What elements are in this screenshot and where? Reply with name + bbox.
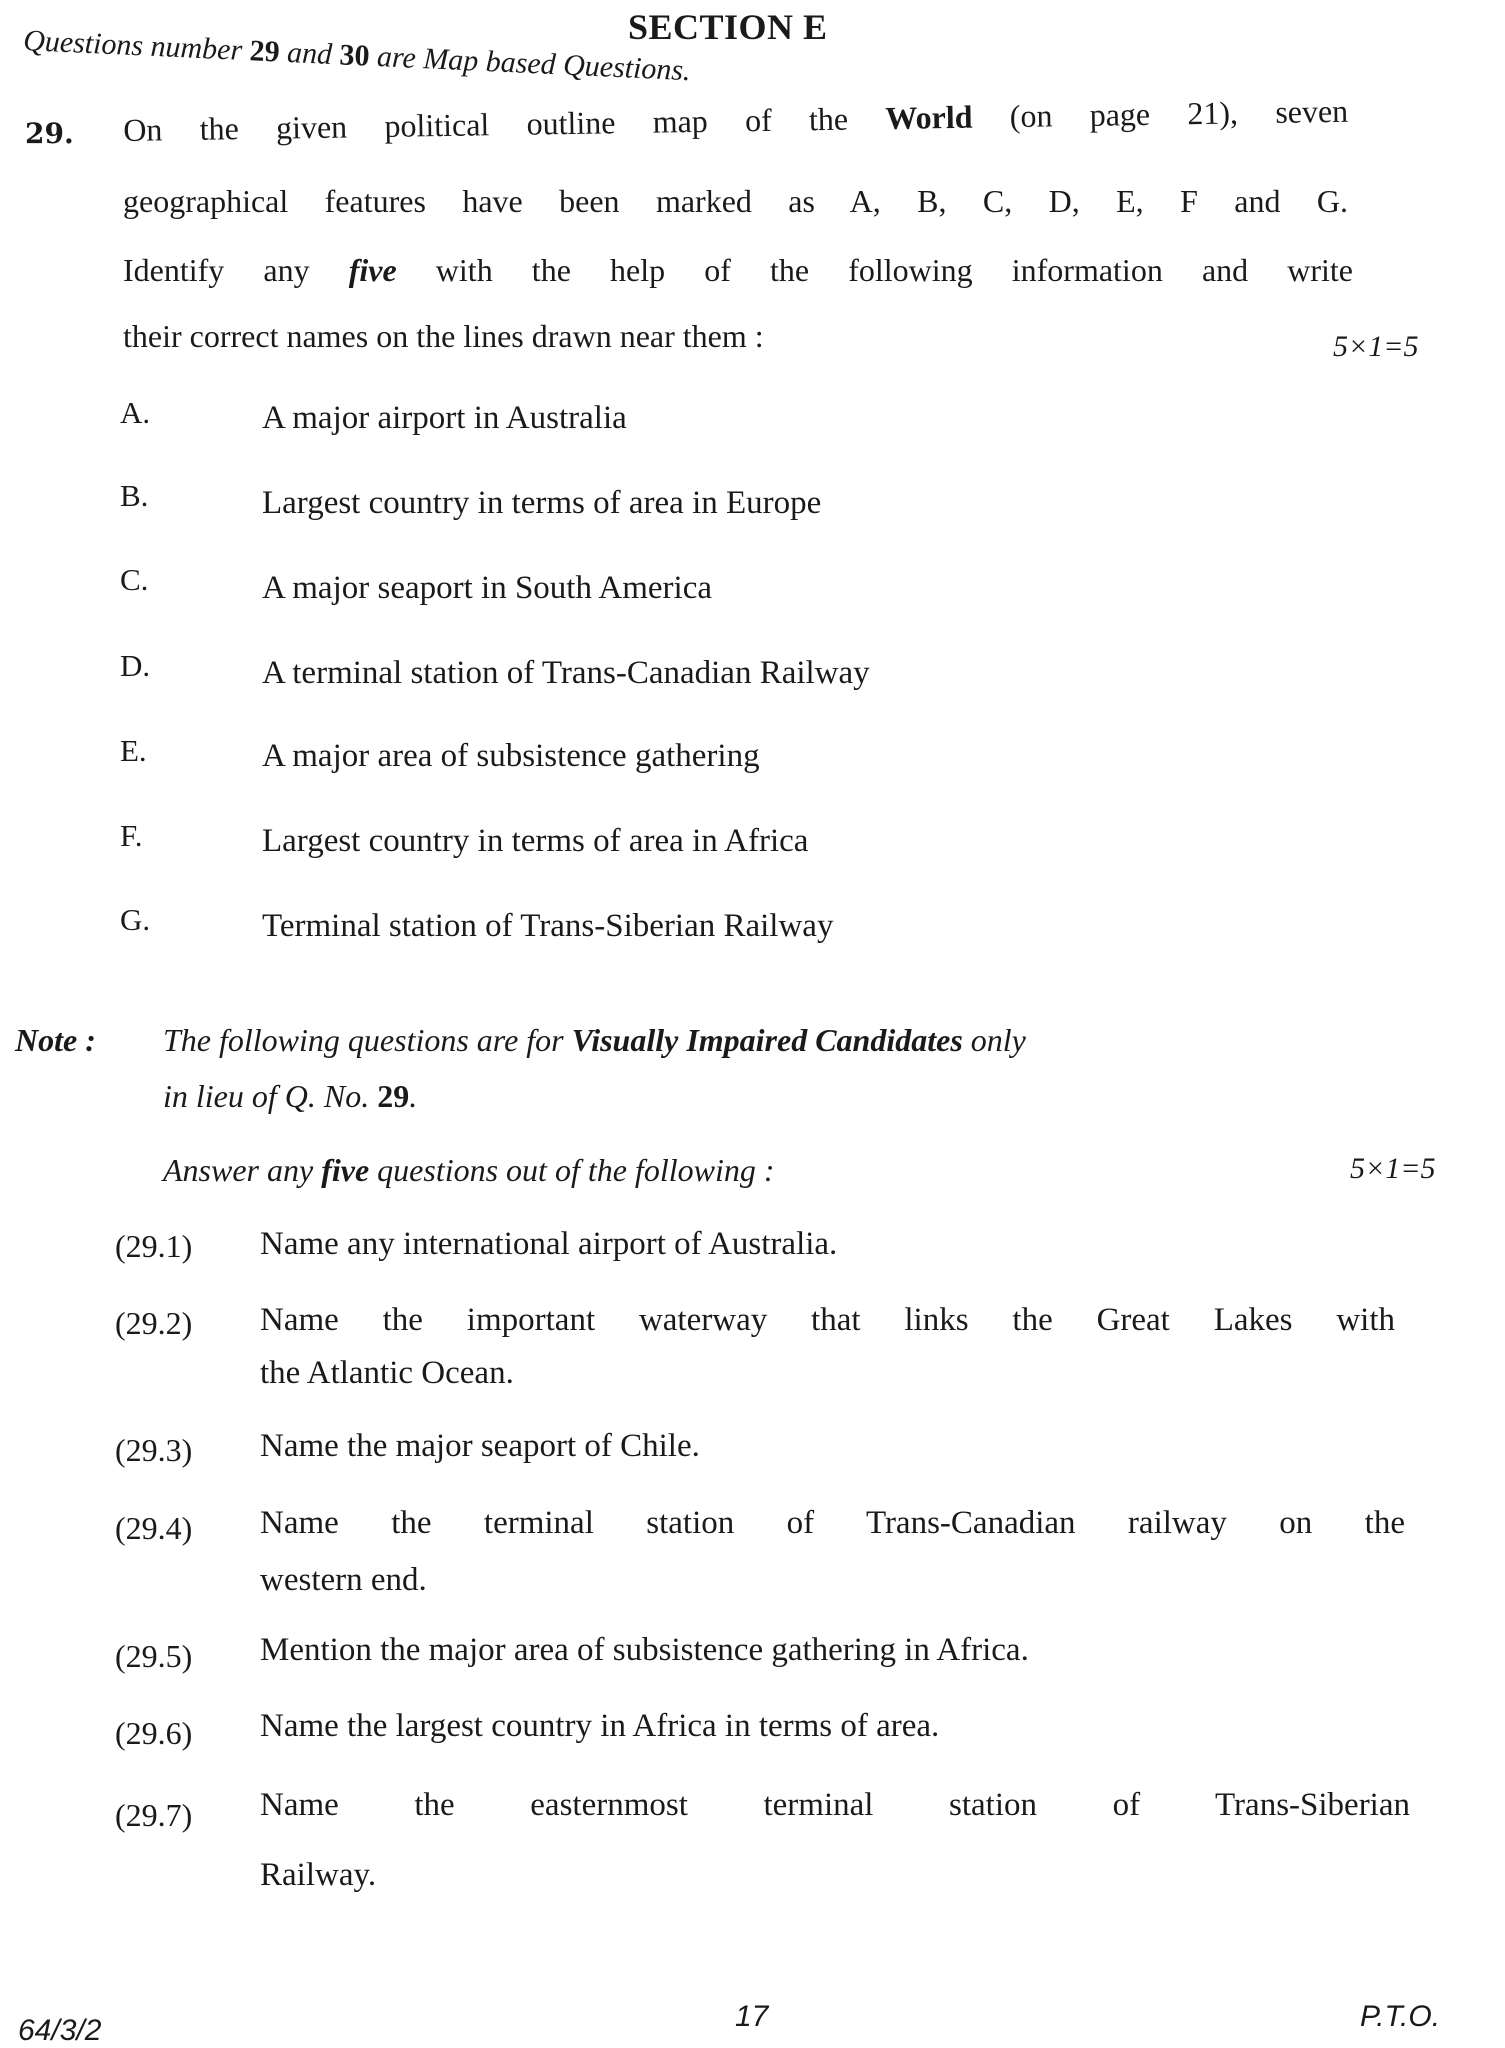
item-text: A terminal station of Trans-Canadian Railway — [262, 655, 870, 691]
section-intro — [22, 24, 691, 88]
item-text: A major area of subsistence gathering — [262, 738, 760, 774]
sub-question-text: Mention the major area of subsistence gathering in Africa. — [260, 1632, 1029, 1668]
sub-question-number: (29.2) — [115, 1305, 193, 1341]
item-text: Terminal station of Trans-Siberian Railway — [262, 908, 834, 944]
text: with the help of the following information and write — [396, 252, 1354, 288]
item-letter: D. — [120, 648, 151, 683]
sub-question-number: (29.7) — [115, 1797, 193, 1833]
intro-text: are Map based Questions. — [368, 39, 692, 88]
emphasis: 29 — [377, 1078, 410, 1114]
item-text: A major airport in Australia — [262, 400, 627, 436]
marks-label: 5×1=5 — [1350, 1152, 1436, 1185]
sub-question-text: Railway. — [260, 1857, 377, 1893]
question-text-line — [123, 93, 1348, 149]
item-letter: C. — [120, 562, 149, 597]
sub-question-text: Name the important waterway that links the Great Lakes with — [260, 1302, 1395, 1338]
pto-label: P.T.O. — [1360, 2000, 1441, 2033]
intro-question-number: 29 — [248, 34, 281, 69]
sub-question-number: (29.6) — [115, 1715, 193, 1751]
item-letter: E. — [120, 733, 147, 768]
text: (on page 21), seven — [972, 92, 1349, 135]
sub-question-text: Name any international airport of Australia. — [260, 1226, 838, 1262]
page-number: 17 — [735, 2000, 769, 2033]
text: On the given political outline map of the — [123, 100, 886, 148]
question-number: 29. — [25, 117, 74, 150]
item-letter: G. — [120, 902, 151, 937]
intro-text: Questions number — [22, 24, 251, 68]
note-text-line — [163, 1022, 1026, 1059]
sub-question-text: western end. — [260, 1562, 427, 1598]
question-text-line: geographical features have been marked as A, B, C, D, E, F and G. — [123, 183, 1348, 219]
text: in lieu of Q. No. — [163, 1078, 378, 1114]
section-title: SECTION E — [628, 7, 828, 47]
question-text-line — [123, 252, 1353, 289]
emphasis: five — [321, 1152, 370, 1188]
emphasis: World — [885, 98, 973, 137]
intro-text: and — [278, 35, 341, 72]
paper-code: 64/3/2 — [18, 2014, 102, 2047]
item-text: A major seaport in South America — [262, 570, 712, 606]
intro-question-number: 30 — [338, 38, 371, 73]
item-text: Largest country in terms of area in Europe — [262, 485, 822, 521]
text: only — [962, 1022, 1026, 1058]
sub-question-text: Name the terminal station of Trans-Canadian railway on the — [260, 1505, 1405, 1541]
note-label: Note : — [15, 1022, 96, 1058]
sub-question-text: Name the major seaport of Chile. — [260, 1428, 700, 1464]
item-letter: F. — [120, 818, 143, 853]
sub-question-number: (29.4) — [115, 1510, 193, 1546]
item-letter: A. — [120, 395, 151, 430]
text: . — [409, 1078, 418, 1114]
question-text-line: their correct names on the lines drawn near them : — [123, 318, 764, 354]
text: questions out of the following : — [369, 1152, 775, 1188]
text: Answer any — [163, 1152, 322, 1188]
item-text: Largest country in terms of area in Africa — [262, 823, 809, 859]
emphasis: five — [348, 252, 397, 288]
marks-label: 5×1=5 — [1333, 330, 1419, 363]
sub-question-text: Name the easternmost terminal station of Trans-Siberian — [260, 1787, 1410, 1823]
emphasis: Visually Impaired Candidates — [571, 1022, 963, 1058]
note-instruction — [163, 1152, 774, 1189]
sub-question-number: (29.1) — [115, 1228, 193, 1264]
sub-question-number: (29.3) — [115, 1432, 193, 1468]
sub-question-number: (29.5) — [115, 1638, 193, 1674]
text: Identify any — [123, 252, 349, 288]
sub-question-text: the Atlantic Ocean. — [260, 1355, 514, 1391]
note-text-line — [163, 1078, 417, 1115]
text: The following questions are for — [163, 1022, 572, 1058]
sub-question-text: Name the largest country in Africa in terms of area. — [260, 1708, 940, 1744]
item-letter: B. — [120, 478, 149, 513]
